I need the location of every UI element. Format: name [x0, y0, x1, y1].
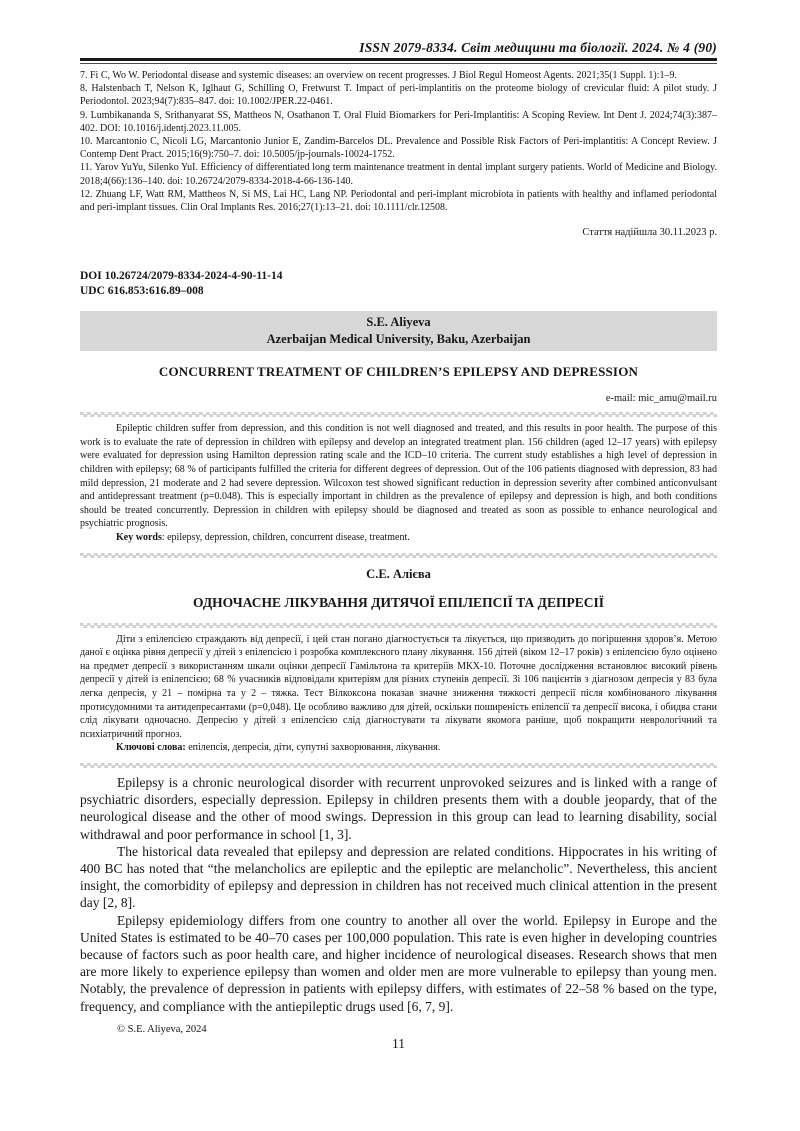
keywords-ua-list: епілепсія, депресія, діти, супутні захворювання, лікування. — [185, 742, 441, 754]
body-paragraph: The historical data revealed that epilepsy and depression are related conditions. Hippocrates in his writing of 400 BC has noted that “the melancholics are epileptic and the epileptic are melancholic”. Nevertheless, this ancient insight, the comorbidity of epilepsy and depression in children has not received much clinical attention in the present day [2, 8]. — [80, 843, 717, 911]
header-rule-thin — [80, 63, 717, 64]
keywords-en — [80, 531, 717, 545]
zigzag-separator — [80, 623, 717, 628]
references-list — [80, 69, 717, 214]
doi-line: DOI 10.26724/2079-8334-2024-4-90-11-14 — [80, 270, 283, 283]
author-affiliation: Azerbaijan Medical University, Baku, Azerbaijan — [266, 331, 531, 346]
abstract-ua: Діти з епілепсією страждають від депресії, і цей стан погано діагностується та лікується, що призводить до погіршення здоров’я. Метою даної є оцінка рівня депресії у дітей з епілепсією і розробка комплексного плану лікування. 156 дітей (віком 12–17 років) з епілепсією було оцінено на предмет депресії з використанням шкали оцінки депресії Гамільтона та критеріїв МКХ-10. Поточне дослідження встановлює високий рівень депресії у дітей із епілепсією; 68 % учасників відповідали критеріям для різних ступенів депресії. Зі 106 пацієнтів з діагнозом депресія у 83 була легка депресія, у 21 – помірна та у 2 – тяжка. Тест Вілкоксона показав значне зниження тяжкості депресії після комбінованого лікування протисудомними та антидепресантами (p=0,048). Це особливо важливо для дітей, оскільки поширеність епілепсії та депресії висока, і обидва стани слід лікувати одночасно. Депресію у дітей з епілепсією слід діагностувати та лікувати якомога раніше, щоб покращити неврологічний та психіатричний прогноз. — [80, 633, 717, 740]
author-name-en: S.E. Aliyeva — [366, 315, 431, 330]
copyright-note: © S.E. Aliyeva, 2024 — [117, 1023, 207, 1035]
article-identifiers — [80, 269, 717, 298]
reference-item: 8. Halstenbach T, Nelson K, Iglhaut G, Schilling O, Fretwurst T. Impact of peri-implantitis on the proteome biology of crevicular fluid: A pilot study. J Periodontol. 2023;94(7):835–847. doi: 10.1002/JPER.22-0461. — [80, 83, 717, 108]
reference-item: 10. Marcantonio C, Nicoli LG, Marcantonio Junior E, Zandim-Barcelos DL. Prevalence and Possible Risk Factors of Peri-implantitis: A Concept Review. J Contemp Dent Pract. 2015;16(9):750–7. doi: 10.5005/jp-journals-10024-1752. — [80, 136, 717, 161]
udc-line: UDC 616.853:616.89–008 — [80, 284, 204, 297]
keywords-ua-label: Ключові слова: — [116, 742, 186, 754]
body-paragraph: Epilepsy is a chronic neurological disorder with recurrent unprovoked seizures and is linked with a range of psychiatric disorders, especially depression. Epilepsy in children presents them with a double jeopardy, that of the neurological disease and the other of mood swings. Depression in this group can lead to learning disability, social withdrawal and poor performance in school [1, 3]. — [80, 774, 717, 842]
author-box — [80, 311, 717, 351]
abstract-en: Epileptic children suffer from depression, and this condition is not well diagnosed and treated, and this results in poor health. The purpose of this work is to evaluate the rate of depression in children with epilepsy and develop an integrated treatment plan. 156 children (aged 12–17 years) with epilepsy were evaluated for depression using Hamilton depression rating scale and the ICD–10 criteria. The current study establishes a high level of depression in children with epilepsy; 68 % of participants fulfilled the criteria for different degrees of depression. Out of the 106 patients diagnosed with depression, 83 had mild depression, 21 moderate and 2 had severe depression. Wilcoxon test showed significant reduction in depression severity after combined anticonvulsant and antidepressant treatment (p=0.048). This is especially important in children as the prevalence of epilepsy and depression is high, and both conditions should be treated concurrently. Depression in children with epilepsy should be diagnosed and treated as soon as possible to enhance neurological and psychiatric prognosis. — [80, 423, 717, 530]
zigzag-separator — [80, 553, 717, 558]
zigzag-separator — [80, 412, 717, 417]
page-number: 11 — [392, 1035, 405, 1051]
page-footer — [80, 1024, 717, 1052]
zigzag-separator — [80, 763, 717, 768]
header-rule-thick — [80, 58, 717, 61]
reference-item: 7. Fi C, Wo W. Periodontal disease and systemic diseases: an overview on recent progresses. J Biol Regul Homeost Agents. 2021;35(1 Suppl. 1):1–9. — [80, 70, 677, 81]
keywords-en-list: : epilepsy, depression, children, concurrent disease, treatment. — [161, 531, 410, 543]
keywords-en-label: Key words — [116, 531, 162, 543]
article-title-ua: ОДНОЧАСНЕ ЛІКУВАННЯ ДИТЯЧОЇ ЕПІЛЕПСІЇ ТА ДЕПРЕСІЇ — [193, 594, 604, 610]
journal-issn-header: ISSN 2079-8334. Світ медицини та біології. 2024. № 4 (90) — [359, 40, 717, 55]
body-paragraph: Epilepsy epidemiology differs from one country to another all over the world. Epilepsy in Europe and the United States is estimated to be 40–70 cases per 100,000 population. This rate is even higher in developing countries because of factors such as poor health care, and higher incidence of neurological diseases. Research shows that men are more likely to experience epilepsy than women and older men are more vulnerable to epilepsy than young men. Notably, the prevalence of depression in patients with epilepsy differs, with estimates of 22–58 % based on the type, frequency, and compliance with the antiepileptic drugs used [6, 7, 9]. — [80, 912, 717, 1014]
reference-item: 9. Lumbikananda S, Srithanyarat SS, Mattheos N, Osathanon T. Oral Fluid Biomarkers for Peri-Implantitis: A Scoping Review. Int Dent J. 2024;74(3):387–402. DOI: 10.1016/j.identj.2023.11.005. — [80, 109, 717, 134]
article-body — [80, 774, 717, 1015]
received-date-note: Стаття надійшла 30.11.2023 р. — [582, 227, 717, 239]
reference-item: 11. Yarov YuYu, Silenko YuI. Efficiency of differentiated long term maintenance treatment in dental implant surgery patients. World of Medicine and Biology. 2018;4(66):136–140. doi: 10.26724/2079-8334-2018-4-66-136-140. — [80, 162, 717, 187]
reference-item: 12. Zhuang LF, Watt RM, Mattheos N, Si MS, Lai HC, Lang NP. Periodontal and peri-implant microbiota in patients with healthy and inflamed periodontal and peri-implant tissues. Clin Oral Implants Res. 2016;27(1):13–21. doi: 10.1111/clr.12508. — [80, 188, 717, 214]
email-line: e-mail: mic_amu@mail.ru — [605, 393, 717, 405]
article-title-en: CONCURRENT TREATMENT OF CHILDREN’S EPILEPSY AND DEPRESSION — [158, 364, 639, 380]
author-name-ua: С.Е. Алієва — [366, 566, 431, 581]
keywords-ua — [80, 741, 717, 755]
